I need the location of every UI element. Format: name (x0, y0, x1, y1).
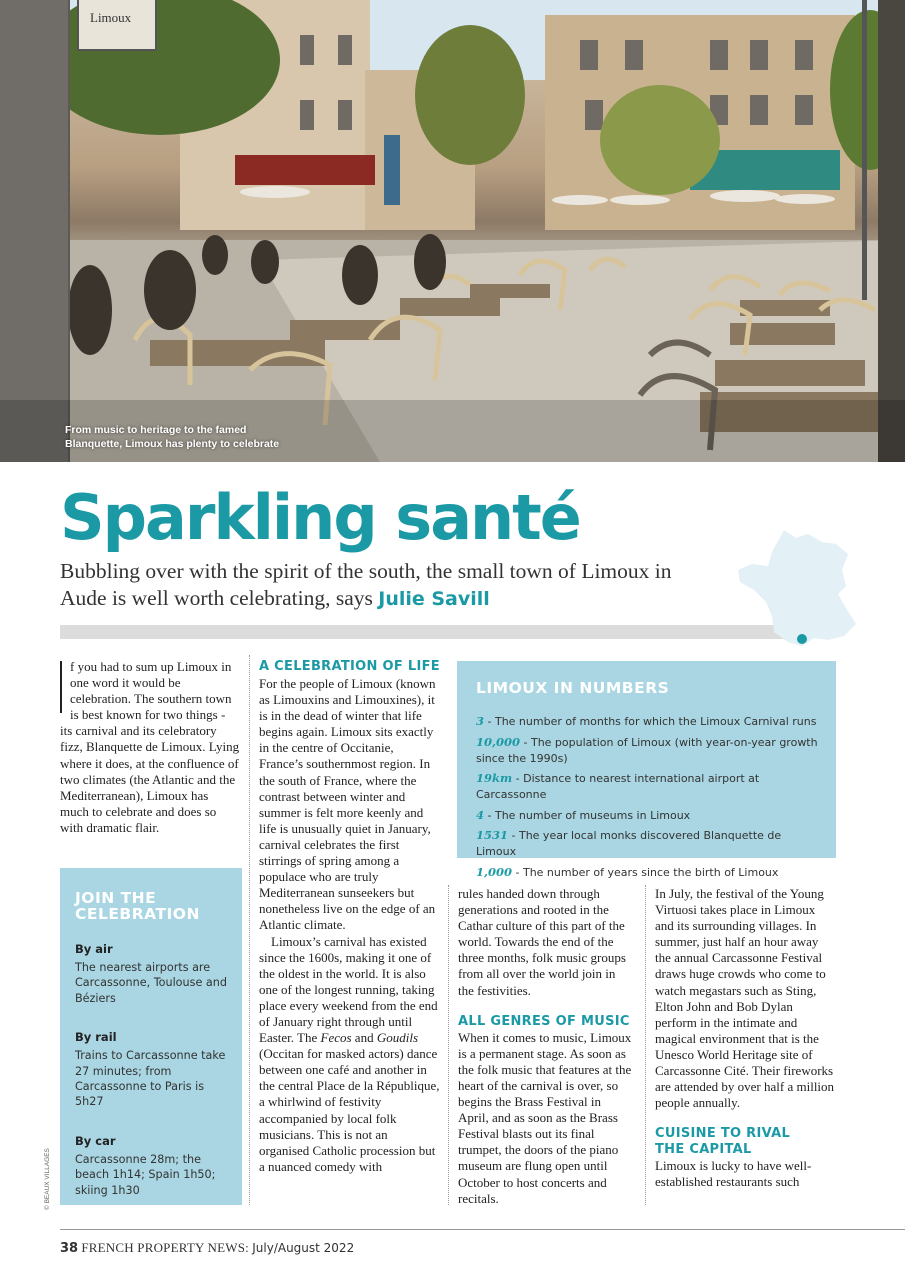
france-map-icon (736, 528, 858, 653)
numbers-row (476, 864, 822, 881)
number-text: - The number of years since the birth of Limoux (512, 865, 779, 879)
join-box-title: JOIN THE CELEBRATION (75, 889, 200, 923)
paragraph-carnival (259, 934, 440, 1175)
text: Limoux’s carnival has existed since the 1600s, making it one of the oldest in the world. It is also one of the longest running, taking place every weekend from the end of January right through until Easter. The (259, 933, 438, 1046)
dropcap (60, 661, 62, 713)
numbers-row (476, 770, 822, 803)
photo-credit: © BEAUX VILLAGES (44, 1148, 51, 1210)
decorative-bar (60, 625, 790, 639)
paragraph: For the people of Limoux (known as Limouxins and Limouxines), it is in the dead of winter that life begins again. Limoux sits exactly in the centre of Occitanie, France’s southernmost region. In the south of France, where the contrast between winter and summer is felt more keenly and life is unusually quiet in January, carnival celebrates the first stirrings of spring among a populace who are truly Mediterranean sunseekers but nonetheless live on the edge of an Atlantic climate. (259, 676, 436, 933)
author-name: Julie Savill (378, 588, 490, 610)
page-number: 38 (60, 1241, 79, 1256)
numbers-row (476, 734, 822, 767)
numbers-row (476, 713, 822, 730)
join-by-air-text: The nearest airports are Carcassonne, Toulouse and Béziers (75, 961, 227, 1005)
page-title: Sparkling santé (60, 481, 580, 554)
column-rule (249, 655, 250, 1205)
column-music (458, 886, 634, 1207)
join-by-rail-heading: By rail (75, 1030, 117, 1045)
numbers-box-title: LIMOUX IN NUMBERS (476, 679, 670, 697)
issue-date: July/August 2022 (252, 1241, 355, 1255)
paragraph: rules handed down through generations and rooted in the Cathar culture of this part of the world. Towards the end of the three months, folk music groups from all over the world join in the festivities. (458, 886, 626, 998)
numbers-row (476, 807, 822, 824)
number-value: 1,000 (476, 864, 513, 879)
number-value: 4 (476, 807, 485, 822)
paragraph: In July, the festival of the Young Virtuosi takes place in Limoux and its surrounding villages. In summer, just half an hour away the annual Carcassonne Festival draws huge crowds who come to watch megastars such as Sting, Elton John and Bob Dylan perform in the intimate and magical environment that is the Unesco World Heritage site of Carcassonne Cité. Their fireworks are attended by over half a million people annually. (655, 886, 835, 1111)
join-by-car-heading: By car (75, 1133, 116, 1148)
text-emphasis: Goudils (376, 1030, 418, 1046)
number-value: 10,000 (476, 734, 521, 749)
hero-sign-text: Limoux (90, 10, 132, 25)
column-festivals (655, 886, 835, 1191)
hero-photo (0, 0, 905, 462)
number-text: - The population of Limoux (with year-on-year growth since the 1990s) (476, 735, 818, 765)
number-text: - The number of museums in Limoux (484, 808, 691, 822)
subhead-celebration-of-life: A CELEBRATION OF LIFE (259, 659, 440, 674)
cafe-square-illustration (0, 0, 905, 462)
paragraph: Limoux is lucky to have well-established restaurants such (655, 1158, 812, 1190)
join-by-rail-text: Trains to Carcassonne take 27 minutes; from Carcassonne to Paris is 5h27 (75, 1049, 226, 1109)
standfirst-text: Bubbling over with the spirit of the south, the small town of Limoux in Aude is well worth celebrating, says (60, 559, 672, 610)
intro-paragraph (60, 659, 240, 836)
photo-caption: From music to heritage to the famed Blanquette, Limoux has plenty to celebrate (65, 424, 280, 450)
text: (Occitan for masked actors) dance between one café and another in the central Place de la République, a whirlwind of festivity accompanied by local folk musicians. This is not an organised Catholic procession but a nuanced comedy with (259, 1046, 440, 1174)
column-rule (645, 885, 646, 1205)
footer-rule (60, 1229, 905, 1230)
number-value: 19km (476, 771, 513, 785)
number-value: 3 (476, 714, 485, 728)
join-the-celebration-box (60, 868, 242, 1205)
number-value: 1531 (476, 828, 509, 842)
column-rule (448, 885, 449, 1205)
numbers-row (476, 827, 822, 860)
page-footer (60, 1240, 354, 1256)
paragraph: When it comes to music, Limoux is a permanent stage. As soon as the folk music that features at the heart of the carnival is over, so begins the Brass Festival in April, and as soon as the Brass Festival blasts out its final trumpet, the doors of the piano museum are flung open until October to host concerts and recitals. (458, 1029, 632, 1206)
subhead-cuisine: CUISINE TO RIVAL THE CAPITAL (655, 1126, 791, 1158)
number-text: - The number of months for which the Limoux Carnival runs (484, 715, 817, 728)
publication-name: FRENCH PROPERTY NEWS: (81, 1240, 249, 1255)
subhead-all-genres-of-music: ALL GENRES OF MUSIC (458, 1013, 630, 1029)
column-intro (60, 659, 240, 836)
join-by-car-text: Carcassonne 28m; the beach 1h14; Spain 1h50; skiing 1h30 (75, 1152, 216, 1197)
intro-text: f you had to sum up Limoux in one word it would be celebration. The southern town is best known for two things - its carnival and its celebratory fizz, Blanquette de Limoux. Lying where it does, at the confluence of two climates (the Atlantic and the Mediterranean), Limoux has much to celebrate and does so with dramatic flair. (60, 659, 240, 835)
column-celebration-of-life (259, 659, 440, 1175)
limoux-location-marker (797, 634, 807, 644)
join-by-air-heading: By air (75, 942, 113, 956)
standfirst (60, 558, 700, 613)
number-text: - The year local monks discovered Blanquette de Limoux (476, 829, 782, 858)
number-text: - Distance to nearest international airport at Carcassonne (476, 772, 760, 801)
text-emphasis: Fecos (320, 1030, 352, 1046)
text: and (354, 1030, 374, 1046)
limoux-in-numbers-box (457, 661, 836, 879)
